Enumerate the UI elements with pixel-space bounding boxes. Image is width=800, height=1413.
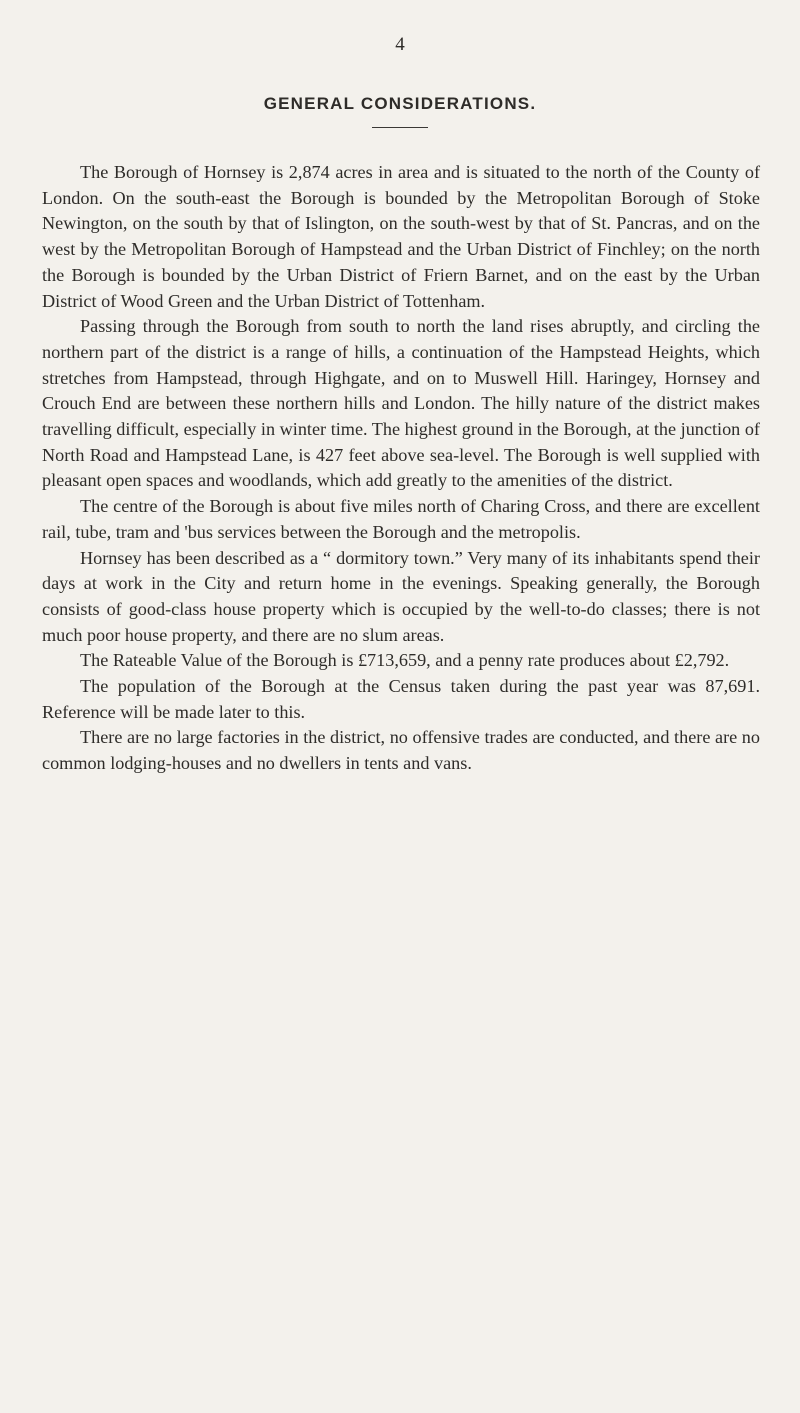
paragraph-boundaries: The Borough of Hornsey is 2,874 acres in area and is situated to the north of the County of London. On the south-east the Borough is bounded by the Metropolitan Borough of Stoke Newington, on the south by that of Islington, on the south-west by that of St. Pancras, and on the west by the Metropolitan Borough of Hampstead and the Urban District of Finchley; on the north the Borough is bounded by the Urban District of Friern Barnet, and on the east by the Urban District of Wood Green and the Urban District of Tottenham. — [42, 162, 760, 311]
paragraph-rateable-value: The Rateable Value of the Borough is £713,659, and a penny rate produces about £2,792. — [80, 650, 730, 671]
paragraph-dormitory-town: Hornsey has been described as a “ dormitory town.” Very many of its inhabitants spend their days at work in the City and return home in the evenings. Speaking generally, the Borough consists of good-class house property which is occupied by the well-to-do classes; there is not much poor house property, and there are no slum areas. — [42, 547, 760, 645]
paragraph-topography: Passing through the Borough from south to north the land rises abruptly, and circling the northern part of the district is a range of hills, a continuation of the Hampstead Heights, which stretches from Hampstead, through Highgate, and on to Muswell Hill. Haringey, Hornsey and Crouch End are between these northern hills and London. The hilly nature of the district makes travelling difficult, especially in winter time. The highest ground in the Borough, at the junction of North Road and Hampstead Lane, is 427 feet above sea-level. The Borough is well supplied with pleasant open spaces and woodlands, which add greatly to the amenities of the district. — [42, 316, 760, 491]
paragraph-population: The population of the Borough at the Census taken during the past year was 87,691. Reference will be made later to this. — [42, 676, 760, 722]
body-text — [42, 160, 760, 777]
paragraph-location: The centre of the Borough is about five miles north of Charing Cross, and there are excellent rail, tube, tram and 'bus services between the Borough and the metropolis. — [42, 496, 760, 542]
section-heading: GENERAL CONSIDERATIONS. — [263, 94, 537, 113]
page-number: 4 — [395, 34, 405, 55]
paragraph-trades: There are no large factories in the district, no offensive trades are conducted, and there are no common lodging-houses and no dwellers in tents and vans. — [42, 727, 760, 774]
heading-divider — [372, 127, 428, 128]
